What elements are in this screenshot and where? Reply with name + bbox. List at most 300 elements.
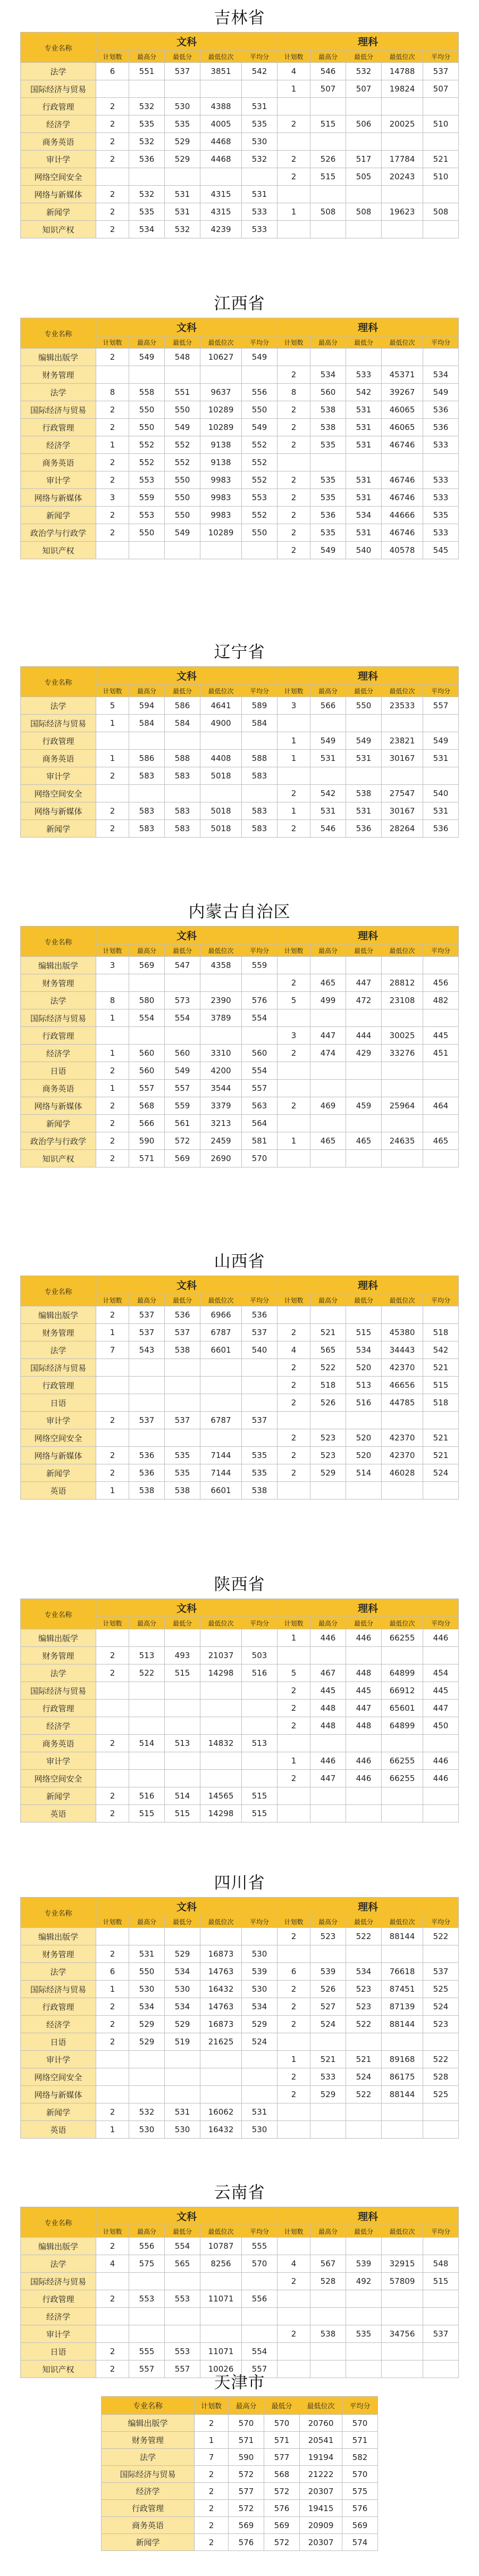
score-cell: 521 xyxy=(423,151,459,168)
score-cell: 1 xyxy=(278,1629,310,1647)
score-cell: 535 xyxy=(310,436,346,454)
header-min: 最低分 xyxy=(165,51,200,63)
score-cell xyxy=(242,80,278,98)
score-cell xyxy=(129,2068,165,2086)
score-cell: 549 xyxy=(165,524,200,542)
score-cell xyxy=(346,2121,382,2139)
score-cell: 20307 xyxy=(300,2483,342,2500)
score-cell: 508 xyxy=(423,203,459,221)
header-avg: 平均分 xyxy=(242,945,278,957)
score-cell: 533 xyxy=(423,489,459,507)
score-cell: 520 xyxy=(346,1359,382,1377)
score-cell xyxy=(382,1787,423,1805)
header-max: 最高分 xyxy=(310,51,346,63)
score-cell xyxy=(278,767,310,785)
major-name-cell: 知识产权 xyxy=(21,221,96,238)
score-cell: 535 xyxy=(242,1447,278,1464)
province-section xyxy=(0,898,479,1167)
score-cell: 42370 xyxy=(382,1429,423,1447)
score-cell: 1 xyxy=(96,1482,129,1500)
score-cell xyxy=(382,1080,423,1097)
score-cell: 429 xyxy=(346,1045,382,1062)
score-cell: 583 xyxy=(242,767,278,785)
header-major: 专业名称 xyxy=(21,1599,96,1629)
score-cell: 532 xyxy=(165,221,200,238)
score-cell: 10627 xyxy=(200,349,242,366)
score-cell xyxy=(96,1928,129,1945)
score-cell: 76618 xyxy=(382,1963,423,1981)
score-cell: 569 xyxy=(165,1150,200,1167)
score-cell: 594 xyxy=(129,697,165,715)
score-cell xyxy=(242,732,278,750)
score-cell: 4 xyxy=(278,2255,310,2273)
score-cell xyxy=(423,186,459,203)
table-row xyxy=(21,2051,459,2068)
score-cell: 16873 xyxy=(200,2016,242,2033)
province-section xyxy=(0,290,479,559)
major-name-cell: 经济学 xyxy=(21,2308,96,2325)
score-cell: 1 xyxy=(278,1132,310,1150)
score-cell xyxy=(200,168,242,186)
score-cell: 535 xyxy=(346,2325,382,2343)
score-cell: 86175 xyxy=(382,2068,423,2086)
score-cell: 571 xyxy=(229,2432,264,2449)
score-cell xyxy=(278,98,310,115)
score-cell: 572 xyxy=(165,1132,200,1150)
score-cell: 3 xyxy=(96,957,129,974)
table-row xyxy=(21,1998,459,2016)
major-name-cell: 新闻学 xyxy=(21,1787,96,1805)
table-row xyxy=(102,2517,378,2534)
score-cell xyxy=(423,2238,459,2255)
header-min: 最低分 xyxy=(346,945,382,957)
major-name-cell: 行政管理 xyxy=(21,732,96,750)
score-cell xyxy=(310,186,346,203)
score-cell xyxy=(129,1700,165,1717)
header-major: 专业名称 xyxy=(21,32,96,63)
score-cell: 548 xyxy=(165,349,200,366)
score-cell xyxy=(278,186,310,203)
score-cell: 14298 xyxy=(200,1664,242,1682)
score-cell: 535 xyxy=(423,507,459,524)
major-name-cell: 法学 xyxy=(21,1963,96,1981)
score-cell: 542 xyxy=(423,1341,459,1359)
score-cell xyxy=(346,349,382,366)
score-cell xyxy=(423,2343,459,2360)
major-name-cell: 网络与新媒体 xyxy=(21,2086,96,2103)
table-row xyxy=(21,2016,459,2033)
table-row xyxy=(21,524,459,542)
score-cell: 20760 xyxy=(300,2415,342,2432)
header-rank: 最低位次 xyxy=(382,2225,423,2238)
score-cell xyxy=(278,133,310,151)
score-cell: 583 xyxy=(129,802,165,820)
score-cell xyxy=(165,2308,200,2325)
score-cell: 2 xyxy=(96,1735,129,1752)
score-cell xyxy=(129,1770,165,1787)
score-cell: 3 xyxy=(278,697,310,715)
score-cell: 557 xyxy=(165,1080,200,1097)
province-title: 江西省 xyxy=(214,294,265,313)
table-row xyxy=(21,992,459,1009)
score-cell xyxy=(129,785,165,802)
score-cell: 513 xyxy=(346,1377,382,1394)
score-cell: 4641 xyxy=(200,697,242,715)
score-cell xyxy=(346,1150,382,1167)
header-avg: 平均分 xyxy=(423,2225,459,2238)
score-cell: 1 xyxy=(96,715,129,732)
score-cell: 515 xyxy=(129,1805,165,1823)
score-cell: 519 xyxy=(165,2033,200,2051)
score-cell: 46065 xyxy=(382,401,423,419)
score-cell: 573 xyxy=(165,992,200,1009)
score-cell xyxy=(96,366,129,384)
header-avg: 平均分 xyxy=(242,685,278,697)
score-cell: 20541 xyxy=(300,2432,342,2449)
score-cell: 515 xyxy=(165,1805,200,1823)
header-wen: 文科 xyxy=(96,32,278,51)
header-avg: 平均分 xyxy=(423,1916,459,1928)
score-cell xyxy=(129,1359,165,1377)
score-cell xyxy=(165,1928,200,1945)
score-cell: 521 xyxy=(423,1429,459,1447)
score-cell: 88144 xyxy=(382,2086,423,2103)
major-name-cell: 财务管理 xyxy=(102,2432,195,2449)
score-cell: 514 xyxy=(165,1787,200,1805)
score-cell: 545 xyxy=(423,542,459,559)
score-cell: 565 xyxy=(165,2255,200,2273)
score-cell: 559 xyxy=(242,957,278,974)
score-cell xyxy=(96,2068,129,2086)
score-cell xyxy=(382,1647,423,1664)
major-name-cell: 行政管理 xyxy=(21,1027,96,1045)
header-plan: 计划数 xyxy=(278,51,310,63)
score-cell: 515 xyxy=(423,1377,459,1394)
province-section xyxy=(0,1248,479,1500)
score-cell xyxy=(382,1735,423,1752)
score-cell: 540 xyxy=(423,785,459,802)
score-cell: 526 xyxy=(310,151,346,168)
header-plan: 计划数 xyxy=(278,685,310,697)
score-cell xyxy=(382,186,423,203)
table-row xyxy=(21,1700,459,1717)
score-cell xyxy=(200,1928,242,1945)
score-cell: 538 xyxy=(242,1482,278,1500)
table-row xyxy=(21,401,459,419)
score-cell: 4005 xyxy=(200,115,242,133)
score-cell xyxy=(129,1027,165,1045)
header-plan: 计划数 xyxy=(96,336,129,349)
score-cell: 444 xyxy=(346,1027,382,1045)
header-plan: 计划数 xyxy=(195,2397,229,2415)
score-cell xyxy=(310,221,346,238)
score-cell: 569 xyxy=(264,2517,300,2534)
table-row xyxy=(21,715,459,732)
major-name-cell: 经济学 xyxy=(21,2016,96,2033)
major-name-cell: 行政管理 xyxy=(21,1998,96,2016)
header-min: 最低分 xyxy=(264,2397,300,2415)
score-cell: 516 xyxy=(242,1664,278,1682)
score-cell: 554 xyxy=(129,1009,165,1027)
header-plan: 计划数 xyxy=(96,685,129,697)
score-cell: 1 xyxy=(278,203,310,221)
header-plan: 计划数 xyxy=(96,1294,129,1306)
score-cell: 531 xyxy=(310,750,346,767)
score-cell xyxy=(423,957,459,974)
score-table xyxy=(20,1275,459,1500)
score-cell: 5018 xyxy=(200,802,242,820)
score-cell: 552 xyxy=(165,454,200,471)
header-rank: 最低位次 xyxy=(200,1294,242,1306)
score-cell xyxy=(129,1717,165,1735)
score-cell: 2 xyxy=(96,1115,129,1132)
score-cell: 557 xyxy=(423,697,459,715)
score-cell: 583 xyxy=(129,820,165,838)
score-cell xyxy=(346,221,382,238)
score-cell xyxy=(382,221,423,238)
header-max: 最高分 xyxy=(310,1294,346,1306)
table-row xyxy=(21,1115,459,1132)
score-cell: 537 xyxy=(423,63,459,80)
header-max: 最高分 xyxy=(310,336,346,349)
score-cell: 66255 xyxy=(382,1629,423,1647)
score-cell: 551 xyxy=(165,384,200,401)
table-row xyxy=(21,151,459,168)
header-min: 最低分 xyxy=(346,685,382,697)
score-cell xyxy=(278,454,310,471)
major-name-cell: 日语 xyxy=(21,1062,96,1080)
score-cell: 552 xyxy=(242,436,278,454)
major-name-cell: 日语 xyxy=(21,2343,96,2360)
score-cell: 20909 xyxy=(300,2517,342,2534)
score-cell: 46065 xyxy=(382,419,423,436)
score-cell xyxy=(200,1429,242,1447)
score-cell xyxy=(242,2051,278,2068)
score-cell xyxy=(423,1150,459,1167)
score-cell: 10026 xyxy=(200,2360,242,2378)
score-cell xyxy=(96,2086,129,2103)
score-cell: 549 xyxy=(242,419,278,436)
score-cell xyxy=(346,454,382,471)
score-cell: 447 xyxy=(310,1770,346,1787)
score-cell: 2 xyxy=(96,1664,129,1682)
score-cell: 571 xyxy=(129,1150,165,1167)
score-cell: 534 xyxy=(165,1998,200,2016)
score-cell xyxy=(382,1150,423,1167)
table-row xyxy=(21,1752,459,1770)
score-cell: 522 xyxy=(423,1928,459,1945)
major-name-cell: 经济学 xyxy=(21,115,96,133)
major-name-cell: 编辑出版学 xyxy=(21,2238,96,2255)
header-rank: 最低位次 xyxy=(200,1916,242,1928)
score-cell xyxy=(278,1805,310,1823)
score-cell: 2 xyxy=(96,767,129,785)
score-cell: 40578 xyxy=(382,542,423,559)
score-cell: 2 xyxy=(195,2415,229,2432)
score-cell: 1 xyxy=(278,802,310,820)
score-cell xyxy=(346,1115,382,1132)
score-cell: 499 xyxy=(310,992,346,1009)
score-cell: 521 xyxy=(423,1447,459,1464)
score-cell: 2 xyxy=(278,115,310,133)
score-cell: 530 xyxy=(129,2121,165,2139)
score-cell xyxy=(310,1412,346,1429)
score-cell: 87139 xyxy=(382,1998,423,2016)
score-cell xyxy=(423,1115,459,1132)
score-cell: 570 xyxy=(229,2415,264,2432)
table-row xyxy=(21,2325,459,2343)
score-cell: 445 xyxy=(310,1682,346,1700)
score-cell: 2 xyxy=(278,401,310,419)
score-cell: 2 xyxy=(278,419,310,436)
score-cell: 535 xyxy=(310,524,346,542)
table-row xyxy=(21,1805,459,1823)
score-cell: 2390 xyxy=(200,992,242,1009)
score-cell xyxy=(278,2343,310,2360)
header-max: 最高分 xyxy=(229,2397,264,2415)
score-cell: 549 xyxy=(165,1062,200,1080)
table-row xyxy=(21,1963,459,1981)
score-cell: 1 xyxy=(96,1981,129,1998)
score-table xyxy=(20,926,459,1167)
score-cell: 2 xyxy=(278,1682,310,1700)
score-cell: 507 xyxy=(346,80,382,98)
score-cell: 536 xyxy=(165,1306,200,1324)
header-min: 最低分 xyxy=(165,1916,200,1928)
table-row xyxy=(21,384,459,401)
score-cell: 531 xyxy=(129,1945,165,1963)
score-cell: 589 xyxy=(242,697,278,715)
major-name-cell: 财务管理 xyxy=(21,1945,96,1963)
score-cell: 576 xyxy=(264,2500,300,2517)
score-cell xyxy=(346,2308,382,2325)
score-cell xyxy=(278,2103,310,2121)
score-cell: 537 xyxy=(423,1963,459,1981)
score-cell xyxy=(165,168,200,186)
score-cell: 583 xyxy=(165,802,200,820)
score-cell: 7 xyxy=(195,2449,229,2466)
header-min: 最低分 xyxy=(346,1916,382,1928)
score-cell: 532 xyxy=(346,63,382,80)
table-row xyxy=(21,2343,459,2360)
score-cell: 34443 xyxy=(382,1341,423,1359)
score-cell: 556 xyxy=(242,384,278,401)
score-cell: 550 xyxy=(129,1963,165,1981)
score-cell: 9637 xyxy=(200,384,242,401)
score-cell: 572 xyxy=(229,2466,264,2483)
score-cell: 6601 xyxy=(200,1341,242,1359)
score-cell: 572 xyxy=(229,2500,264,2517)
score-cell: 2 xyxy=(96,2033,129,2051)
score-cell: 528 xyxy=(423,2068,459,2086)
header-avg: 平均分 xyxy=(423,51,459,63)
score-cell: 2 xyxy=(278,820,310,838)
score-cell: 555 xyxy=(242,2238,278,2255)
table-row xyxy=(21,1735,459,1752)
score-cell: 2 xyxy=(278,1359,310,1377)
score-cell xyxy=(129,732,165,750)
score-cell: 472 xyxy=(346,992,382,1009)
major-name-cell: 行政管理 xyxy=(21,1377,96,1394)
score-cell: 16432 xyxy=(200,2121,242,2139)
score-cell xyxy=(346,186,382,203)
score-cell: 446 xyxy=(346,1629,382,1647)
score-cell: 569 xyxy=(342,2517,378,2534)
score-cell: 530 xyxy=(242,1981,278,1998)
score-cell: 533 xyxy=(423,471,459,489)
score-cell xyxy=(423,1306,459,1324)
table-row xyxy=(21,820,459,838)
major-name-cell: 国际经济与贸易 xyxy=(21,1682,96,1700)
score-cell xyxy=(278,349,310,366)
score-cell: 2 xyxy=(96,1647,129,1664)
header-plan: 计划数 xyxy=(96,1617,129,1629)
score-cell: 521 xyxy=(310,1324,346,1341)
score-cell: 534 xyxy=(346,1963,382,1981)
score-cell: 2 xyxy=(96,2290,129,2308)
header-avg: 平均分 xyxy=(242,1916,278,1928)
score-cell xyxy=(96,1394,129,1412)
score-cell: 510 xyxy=(423,115,459,133)
score-cell: 529 xyxy=(310,1464,346,1482)
score-cell: 3 xyxy=(96,489,129,507)
header-wen: 文科 xyxy=(96,667,278,685)
header-min: 最低分 xyxy=(165,2225,200,2238)
score-cell: 2 xyxy=(96,2343,129,2360)
score-cell xyxy=(242,168,278,186)
score-cell: 514 xyxy=(346,1464,382,1482)
score-cell: 538 xyxy=(165,1341,200,1359)
score-cell: 590 xyxy=(129,1132,165,1150)
score-cell: 4315 xyxy=(200,186,242,203)
major-name-cell: 网络空间安全 xyxy=(21,2068,96,2086)
score-cell: 1 xyxy=(96,436,129,454)
table-row xyxy=(21,750,459,767)
score-cell: 538 xyxy=(165,1482,200,1500)
score-cell: 446 xyxy=(310,1752,346,1770)
score-cell: 554 xyxy=(242,2343,278,2360)
score-cell: 534 xyxy=(242,1998,278,2016)
score-cell: 515 xyxy=(423,2273,459,2290)
score-cell: 2 xyxy=(278,1097,310,1115)
score-cell: 446 xyxy=(346,1752,382,1770)
major-name-cell: 网络与新媒体 xyxy=(21,1447,96,1464)
score-cell: 42370 xyxy=(382,1447,423,1464)
score-cell xyxy=(382,2238,423,2255)
score-cell: 535 xyxy=(310,471,346,489)
score-cell xyxy=(278,715,310,732)
score-cell: 557 xyxy=(129,2360,165,2378)
score-cell: 11071 xyxy=(200,2343,242,2360)
score-cell: 448 xyxy=(346,1717,382,1735)
score-cell: 529 xyxy=(129,2033,165,2051)
score-cell: 560 xyxy=(165,1045,200,1062)
score-cell xyxy=(278,957,310,974)
major-name-cell: 网络与新媒体 xyxy=(21,1097,96,1115)
score-cell: 3789 xyxy=(200,1009,242,1027)
score-cell xyxy=(242,1394,278,1412)
header-avg: 平均分 xyxy=(423,945,459,957)
score-cell xyxy=(242,974,278,992)
score-cell: 2 xyxy=(96,2016,129,2033)
score-cell: 456 xyxy=(423,974,459,992)
score-cell: 536 xyxy=(242,1306,278,1324)
score-cell: 3310 xyxy=(200,1045,242,1062)
score-cell xyxy=(165,1700,200,1717)
score-cell: 2 xyxy=(96,1062,129,1080)
score-cell xyxy=(423,2103,459,2121)
score-table xyxy=(20,1598,459,1823)
